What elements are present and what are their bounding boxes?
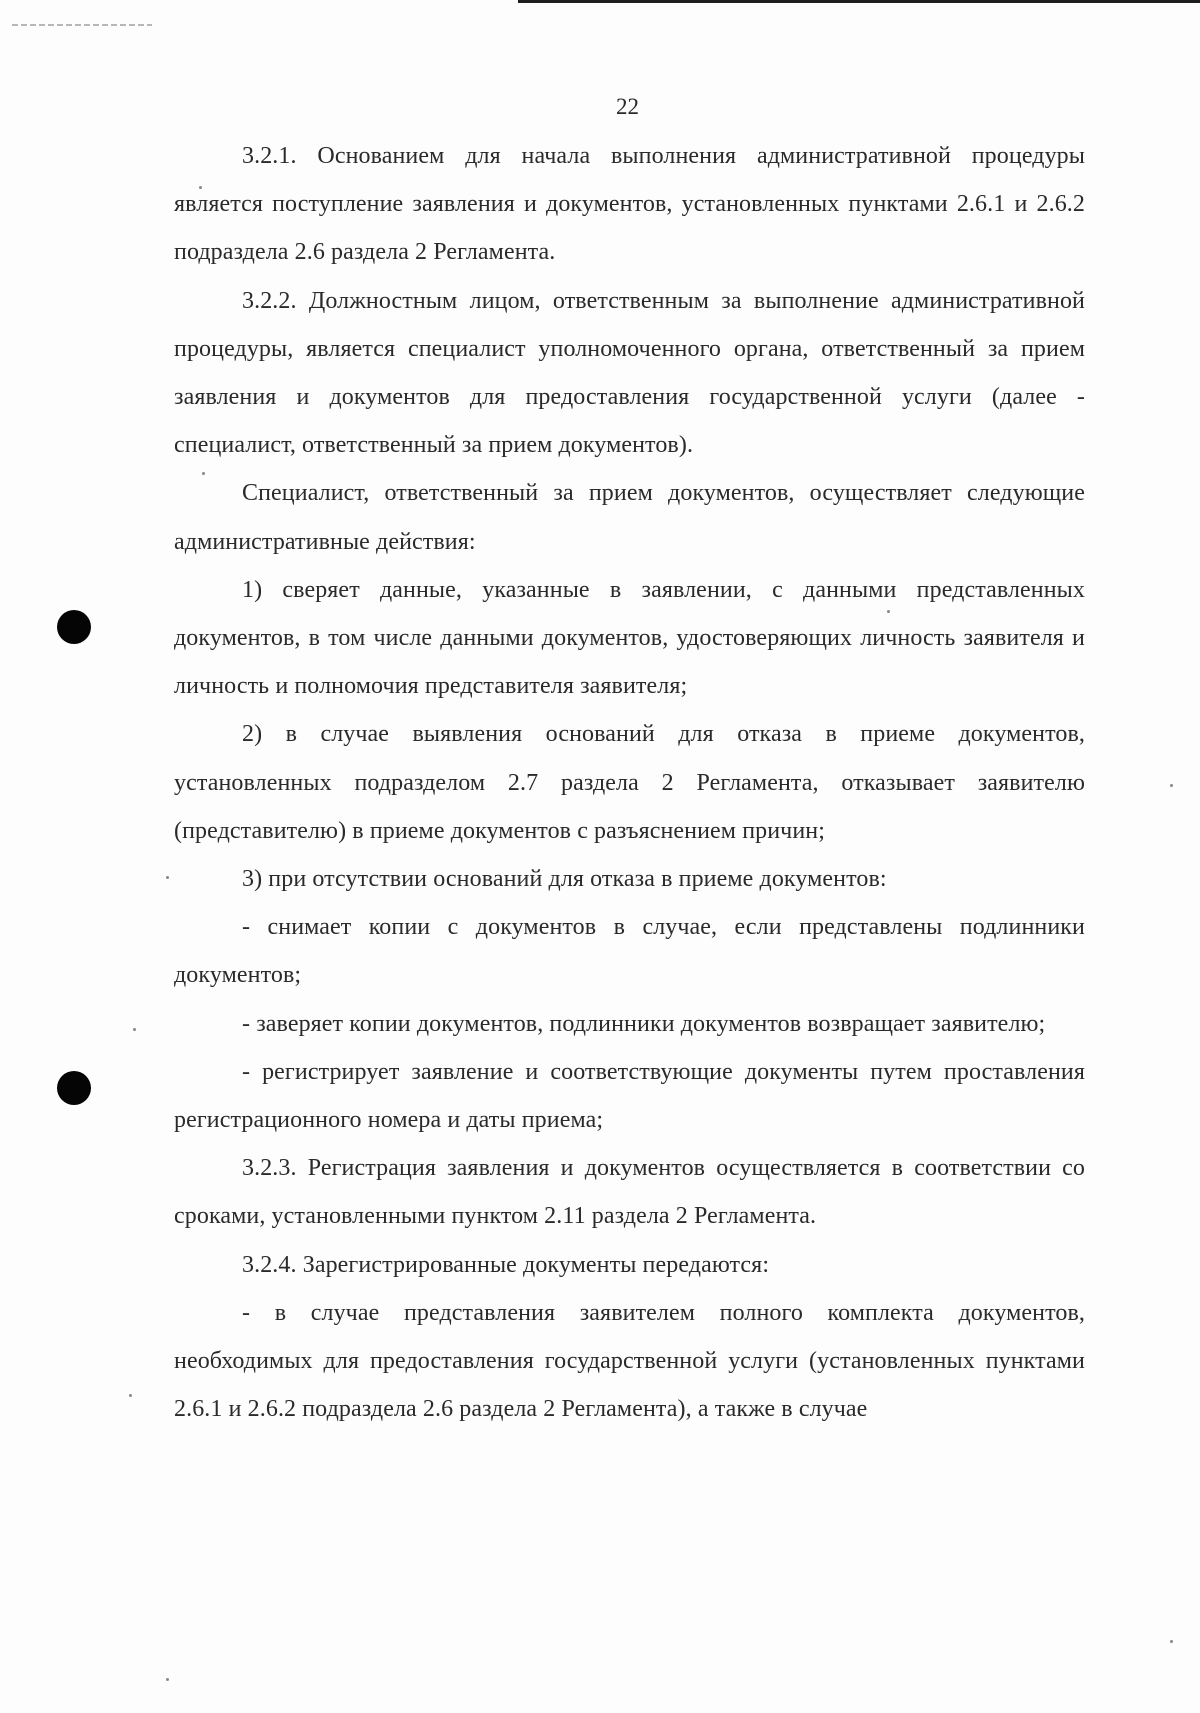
sub-item-copies: - снимает копии с документов в случае, если представлены подлинники документов; [174,914,1085,989]
scan-speck [129,1394,132,1397]
page-number: 22 [616,94,639,119]
paragraph-3-2-2: 3.2.2. Должностным лицом, ответственным за выполнение административной процедуры, является специалист уполномоченного органа, ответственный за прием заявления и документов для предоставления государственной услуги (далее - специалист, ответственный за прием документов). [174,287,1085,459]
sub-item-certifies: - заверяет копии документов, подлинники документов возвращает заявителю; [242,1010,1046,1037]
list-item-3: 3) при отсутствии оснований для отказа в приеме документов: [242,866,887,893]
scan-top-border [518,0,1200,3]
paragraph-3-2-3: 3.2.3. Регистрация заявления и документов осуществляется в соответствии со сроками, установленными пунктом 2.11 раздела 2 Регламента. [174,1155,1085,1230]
sub-item-full-set: - в случае представления заявителем полного комплекта документов, необходимых для предоставления государственной услуги (установленных пунктами 2.6.1 и 2.6.2 подраздела 2.6 раздела 2 Регламента), а также в случае [174,1299,1085,1423]
list-item-1: 1) сверяет данные, указанные в заявлении, с данными представленных документов, в том числе данными документов, удостоверяющих личность заявителя и личность и полномочия представителя заявителя; [174,576,1085,700]
paragraph-specialist-actions: Специалист, ответственный за прием документов, осуществляет следующие административные действия: [174,480,1085,555]
scan-corner-marks [12,24,152,26]
paragraph-3-2-4: 3.2.4. Зарегистрированные документы передаются: [242,1251,770,1278]
punch-hole [57,1071,91,1105]
list-item-2: 2) в случае выявления оснований для отказа в приеме документов, установленных подразделом 2.7 раздела 2 Регламента, отказывает заявителю (представителю) в приеме документов с разъяснением причин; [174,721,1085,844]
paragraph-3-2-1: 3.2.1. Основанием для начала выполнения административной процедуры является поступление заявления и документов, установленных пунктами 2.6.1 и 2.6.2 подраздела 2.6 раздела 2 Регламента. [174,143,1085,266]
document-body [174,132,1085,1433]
punch-hole [57,610,91,644]
scan-speck [1170,784,1173,787]
scan-speck [1170,1640,1173,1643]
scan-speck [166,876,169,879]
scan-speck [133,1028,136,1031]
scan-speck [166,1678,169,1681]
sub-item-registers: - регистрирует заявление и соответствующие документы путем проставления регистрационного номера и даты приема; [174,1058,1085,1134]
